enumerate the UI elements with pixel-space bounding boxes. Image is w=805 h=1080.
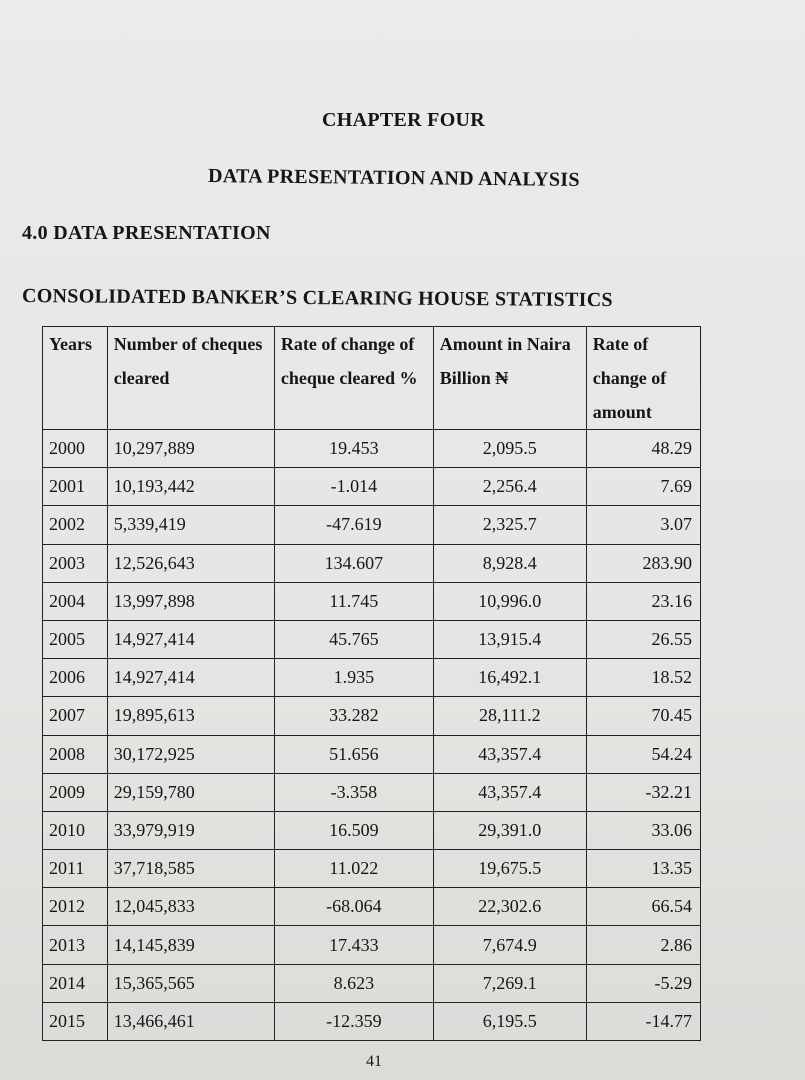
year-cell: 2012 (43, 888, 108, 926)
amount-cell: 2,325.7 (433, 506, 586, 544)
amount-change-cell: -14.77 (586, 1002, 700, 1040)
table-row (43, 1002, 701, 1040)
year-cell: 2010 (43, 811, 108, 849)
amount-change-cell: 3.07 (586, 506, 700, 544)
amount-cell: 29,391.0 (433, 811, 586, 849)
rate-of-change-cell: 11.022 (274, 850, 433, 888)
rate-of-change-cell: 51.656 (274, 735, 433, 773)
cheques-cleared-cell: 33,979,919 (107, 811, 274, 849)
year-cell: 2000 (43, 430, 108, 468)
amount-change-cell: 33.06 (586, 811, 700, 849)
amount-change-cell: 2.86 (586, 926, 700, 964)
year-cell: 2009 (43, 773, 108, 811)
table-row (43, 430, 701, 468)
cheques-cleared-cell: 13,466,461 (107, 1002, 274, 1040)
clearing-house-table (42, 326, 701, 1041)
cheques-cleared-cell: 37,718,585 (107, 850, 274, 888)
year-cell: 2015 (43, 1002, 108, 1040)
table-row (43, 735, 701, 773)
amount-change-cell: 23.16 (586, 582, 700, 620)
table-title: CONSOLIDATED BANKER’S CLEARING HOUSE STATISTICS (21, 285, 613, 312)
year-cell: 2014 (43, 964, 108, 1002)
amount-cell: 6,195.5 (433, 1002, 586, 1040)
table-header-row (43, 327, 701, 430)
rate-of-change-cell: 11.745 (274, 582, 433, 620)
cheques-cleared-cell: 15,365,565 (107, 964, 274, 1002)
amount-change-cell: 26.55 (586, 620, 700, 658)
cheques-cleared-cell: 12,045,833 (107, 888, 274, 926)
cheques-cleared-cell: 29,159,780 (107, 773, 274, 811)
table-row (43, 582, 701, 620)
amount-cell: 43,357.4 (433, 773, 586, 811)
table-row (43, 888, 701, 926)
year-cell: 2006 (43, 659, 108, 697)
year-cell: 2002 (43, 506, 108, 544)
year-cell: 2008 (43, 735, 108, 773)
amount-change-cell: 18.52 (586, 659, 700, 697)
cheques-cleared-cell: 10,297,889 (107, 430, 274, 468)
year-cell: 2003 (43, 544, 108, 582)
amount-cell: 19,675.5 (433, 850, 586, 888)
header-rate-of-change-amount: Rate of change of amount (586, 327, 700, 430)
chapter-heading: CHAPTER FOUR (322, 109, 486, 131)
rate-of-change-cell: 16.509 (274, 811, 433, 849)
header-rate-of-change-cheque: Rate of change of cheque cleared % (274, 327, 433, 430)
year-cell: 2004 (43, 582, 108, 620)
amount-change-cell: 66.54 (586, 888, 700, 926)
cheques-cleared-cell: 19,895,613 (107, 697, 274, 735)
year-cell: 2011 (43, 850, 108, 888)
amount-cell: 2,095.5 (433, 430, 586, 468)
page-number: 41 (366, 1053, 382, 1070)
rate-of-change-cell: 33.282 (274, 697, 433, 735)
table-row (43, 506, 701, 544)
table-row (43, 659, 701, 697)
cheques-cleared-cell: 12,526,643 (107, 544, 274, 582)
table-row (43, 811, 701, 849)
amount-cell: 7,674.9 (433, 926, 586, 964)
section-heading: 4.0 DATA PRESENTATION (22, 222, 271, 244)
amount-cell: 22,302.6 (433, 888, 586, 926)
rate-of-change-cell: -68.064 (274, 888, 433, 926)
amount-cell: 8,928.4 (433, 544, 586, 582)
year-cell: 2007 (43, 697, 108, 735)
header-number-of-cheques: Number of cheques cleared (107, 327, 274, 430)
header-amount-naira-billion: Amount in Naira Billion ₦ (433, 327, 586, 430)
table-row (43, 964, 701, 1002)
table-body (43, 430, 701, 1041)
amount-change-cell: -5.29 (586, 964, 700, 1002)
amount-cell: 7,269.1 (433, 964, 586, 1002)
rate-of-change-cell: -12.359 (274, 1002, 433, 1040)
amount-change-cell: 7.69 (586, 468, 700, 506)
table-row (43, 544, 701, 582)
amount-cell: 43,357.4 (433, 735, 586, 773)
cheques-cleared-cell: 5,339,419 (107, 506, 274, 544)
rate-of-change-cell: 45.765 (274, 620, 433, 658)
amount-change-cell: 283.90 (586, 544, 700, 582)
rate-of-change-cell: 19.453 (274, 430, 433, 468)
cheques-cleared-cell: 13,997,898 (107, 582, 274, 620)
amount-cell: 13,915.4 (433, 620, 586, 658)
rate-of-change-cell: -1.014 (274, 468, 433, 506)
rate-of-change-cell: -47.619 (274, 506, 433, 544)
amount-change-cell: 13.35 (586, 850, 700, 888)
header-years: Years (43, 327, 108, 430)
table-row (43, 620, 701, 658)
rate-of-change-cell: -3.358 (274, 773, 433, 811)
chapter-title: DATA PRESENTATION AND ANALYSIS (207, 165, 580, 191)
rate-of-change-cell: 134.607 (274, 544, 433, 582)
amount-change-cell: 70.45 (586, 697, 700, 735)
amount-change-cell: 48.29 (586, 430, 700, 468)
rate-of-change-cell: 1.935 (274, 659, 433, 697)
cheques-cleared-cell: 10,193,442 (107, 468, 274, 506)
cheques-cleared-cell: 14,927,414 (107, 620, 274, 658)
amount-change-cell: -32.21 (586, 773, 700, 811)
table-row (43, 468, 701, 506)
amount-cell: 10,996.0 (433, 582, 586, 620)
table-row (43, 773, 701, 811)
cheques-cleared-cell: 14,927,414 (107, 659, 274, 697)
cheques-cleared-cell: 30,172,925 (107, 735, 274, 773)
table-row (43, 697, 701, 735)
year-cell: 2013 (43, 926, 108, 964)
amount-change-cell: 54.24 (586, 735, 700, 773)
rate-of-change-cell: 17.433 (274, 926, 433, 964)
amount-cell: 16,492.1 (433, 659, 586, 697)
year-cell: 2005 (43, 620, 108, 658)
table-row (43, 926, 701, 964)
year-cell: 2001 (43, 468, 108, 506)
amount-cell: 2,256.4 (433, 468, 586, 506)
table-row (43, 850, 701, 888)
rate-of-change-cell: 8.623 (274, 964, 433, 1002)
amount-cell: 28,111.2 (433, 697, 586, 735)
cheques-cleared-cell: 14,145,839 (107, 926, 274, 964)
